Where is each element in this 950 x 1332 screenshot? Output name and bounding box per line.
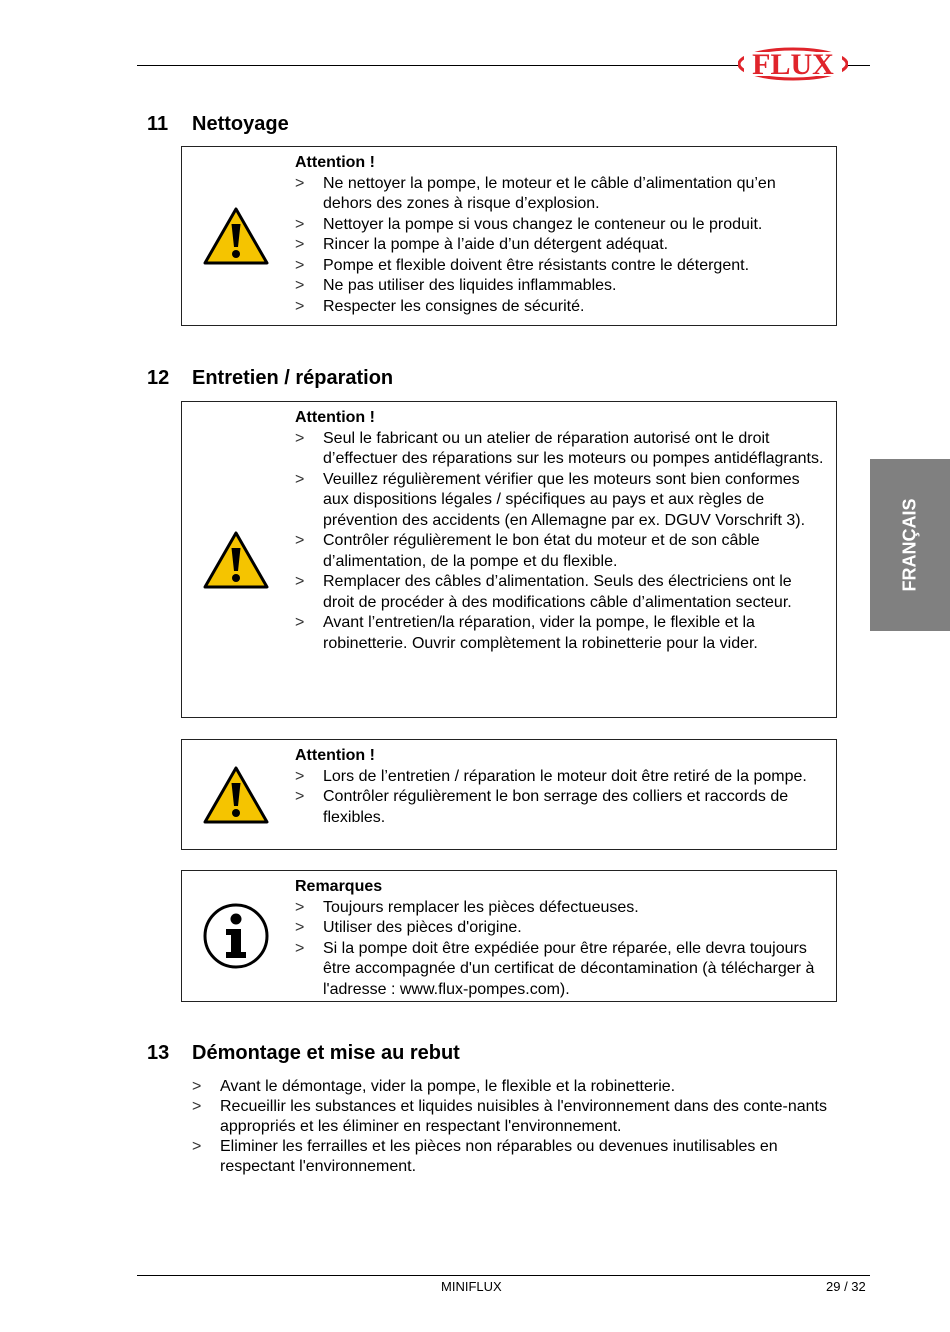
section-number: 13 — [147, 1042, 170, 1064]
footer-doc-name: MINIFLUX — [441, 1279, 502, 1294]
warning-triangle-icon — [202, 765, 270, 830]
section-number: 11 — [147, 113, 169, 135]
language-tab — [870, 459, 950, 631]
flux-logo — [738, 44, 848, 84]
list-item: > Ne nettoyer la pompe, le moteur et le câble d’alimentation qu’en dehors des zones à risque d’explosion. — [295, 174, 776, 212]
list-item: > Eliminer les ferrailles et les pièces non réparables ou devenues inutilisables en respectant l'environnement. — [192, 1138, 778, 1175]
list-item: > Utiliser des pièces d'origine. — [295, 919, 522, 936]
list-item: > Veuillez régulièrement vérifier que les moteurs sont bien conformes aux dispositions légales / spécifiques au pays et aux règles de prévention des accidents (en Allemagne par ex. DGUV Vorschrift 3). — [295, 470, 806, 529]
list-item: > Ne pas utiliser des liquides inflammables. — [295, 277, 617, 294]
info-box — [181, 870, 837, 1002]
logo-text: FLUX — [752, 48, 834, 81]
list-item: > Contrôler régulièrement le bon serrage des colliers et raccords de flexibles. — [295, 788, 789, 826]
disposal-list — [192, 1077, 852, 1177]
footer-page-number: 29 / 32 — [826, 1279, 866, 1294]
info-icon — [202, 902, 270, 975]
list-item: > Si la pompe doit être expédiée pour être réparée, elle devra toujours être accompagnée d'un certificat de décontamination (à télécharger à l'adresse : www.flux-pompes.com). — [295, 939, 815, 998]
section-title: Démontage et mise au rebut — [192, 1042, 460, 1064]
language-tab-label: FRANÇAIS — [899, 498, 920, 592]
list-item: > Toujours remplacer les pièces défectueuses. — [295, 898, 639, 916]
list-item: > Pompe et flexible doivent être résistants contre le détergent. — [295, 256, 750, 274]
list-item: > Remplacer des câbles d’alimentation. Seuls des électriciens ont le droit de procéder à des modifications câble d’alimentation secteur. — [295, 573, 792, 611]
box-heading: Attention ! — [295, 747, 375, 764]
box-heading: Attention ! — [295, 409, 375, 426]
list-item: > Avant le démontage, vider la pompe, le flexible et la robinetterie. — [192, 1078, 676, 1095]
list-item: > Rincer la pompe à l’aide d’un détergent adéquat. — [295, 236, 669, 253]
list-item: > Lors de l’entretien / réparation le moteur doit être retiré de la pompe. — [295, 767, 807, 785]
section-title: Entretien / réparation — [192, 367, 394, 389]
warning-box — [181, 146, 837, 326]
section-number: 12 — [147, 367, 170, 389]
warning-triangle-icon — [202, 530, 270, 595]
box-heading: Attention ! — [295, 154, 375, 171]
warning-box — [181, 739, 837, 850]
section-title: Nettoyage — [192, 113, 289, 135]
list-item: > Seul le fabricant ou un atelier de réparation autorisé ont le droit d’effectuer des réparations sur les moteurs ou pompes antidéflagrants. — [295, 429, 824, 467]
list-item: > Recueillir les substances et liquides nuisibles à l'environnement dans des conte-nants appropriés et les éliminer en respectant l'environnement. — [192, 1098, 827, 1135]
footer-rule — [137, 1275, 870, 1276]
list-item: > Avant l’entretien/la réparation, vider la pompe, le flexible et la robinetterie. Ouvrir complètement la robinetterie pour la vider. — [295, 614, 758, 652]
list-item: > Contrôler régulièrement le bon état du moteur et de son câble d’alimentation, de la pompe et du flexible. — [295, 532, 760, 570]
warning-box — [181, 401, 837, 718]
list-item: > Respecter les consignes de sécurité. — [295, 297, 585, 315]
list-item: > Nettoyer la pompe si vous changez le conteneur ou le produit. — [295, 215, 763, 233]
box-heading: Remarques — [295, 878, 383, 895]
warning-triangle-icon — [202, 206, 270, 271]
